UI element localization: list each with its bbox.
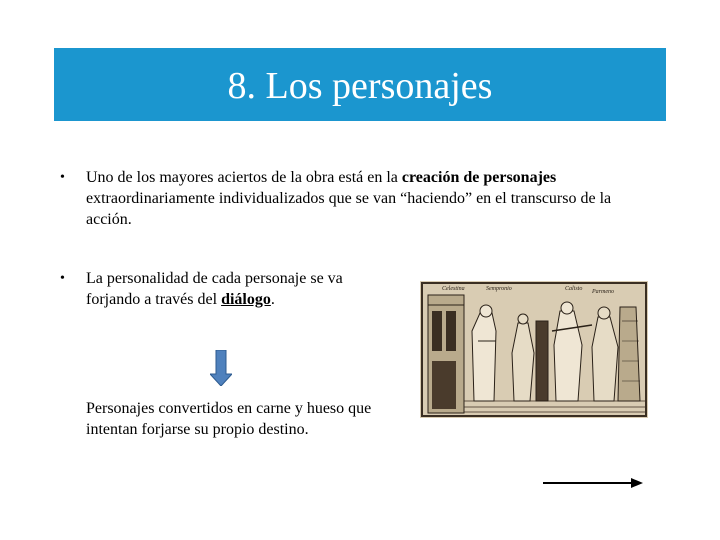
slide-title: 8. Los personajes [227,64,493,107]
bullet-1-text-start: Uno de los mayores aciertos de la obra está en la [86,169,402,186]
bullet-2-text-start: La personalidad de cada personaje se va forjando a través del [86,270,343,308]
bullet-2-keyword: diálogo [221,291,271,308]
right-arrow-icon[interactable] [543,476,643,490]
woodcut-label-4: Parmeno [592,289,614,295]
conclusion-text: Personajes convertidos en carne y hueso que intentan forjarse su propio destino. [86,400,372,438]
bullet-2 [86,268,386,310]
down-arrow-icon [210,350,232,386]
woodcut-label-1: Celestina [442,286,465,292]
bullet-1-bold: creación de personajes [401,169,557,186]
woodcut-label-3: Calisto [565,286,583,292]
bullet-1-text-end: extraordinariamente individualizados que se van “haciendo” en el transcurso de la acción. [86,190,612,228]
bullet-marker-2: • [60,271,65,286]
bullet-marker-1: • [60,170,65,185]
bullet-1 [86,167,646,230]
bullet-2-text-end: . [270,291,275,308]
woodcut-label-2: Sempronio [486,286,512,292]
title-bar [54,48,666,121]
woodcut-illustration [420,281,648,418]
